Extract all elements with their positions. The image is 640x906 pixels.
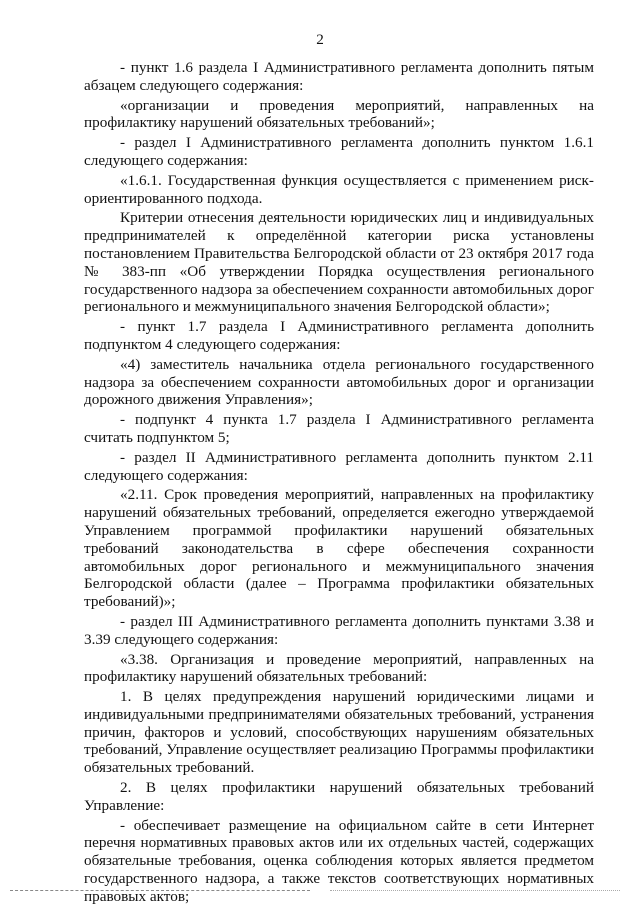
paragraph: - раздел III Административного регламента дополнить пунктами 3.38 и 3.39 следующего содержания: (84, 612, 594, 648)
paragraph: - обеспечивает размещение на официальном сайте в сети Интернет перечня нормативных правовых актов или их отдельных частей, содержащих обязательные требования, оценка соблюдения которых является предметом государственного надзора, а также текстов соответствующих нормативных правовых актов; (84, 816, 594, 905)
paragraph: 2. В целях профилактики нарушений обязательных требований Управление: (84, 779, 594, 814)
paragraph: «организации и проведения мероприятий, направленных на профилактику нарушений обязательных требований»; (84, 96, 594, 132)
scan-edge-divider (0, 888, 640, 894)
paragraph: - раздел II Административного регламента дополнить пунктом 2.11 следующего содержания: (84, 448, 594, 484)
divider (330, 890, 620, 891)
paragraph: «3.38. Организация и проведение мероприятий, направленных на профилактику нарушений обязательных требований: (84, 650, 594, 686)
paragraph: - пункт 1.6 раздела I Административного регламента дополнить пятым абзацем следующего содержания: (84, 59, 594, 94)
paragraph: «1.6.1. Государственная функция осуществляется с применением риск-ориентированного подхода. (84, 171, 594, 207)
paragraph: - пункт 1.7 раздела I Административного регламента дополнить подпунктом 4 следующего содержания: (84, 318, 594, 353)
paragraph: «4) заместитель начальника отдела регионального государственного надзора за обеспечением сохранности автомобильных дорог и организации дорожного движения Управления»; (84, 355, 594, 409)
paragraph: 1. В целях предупреждения нарушений юридическими лицами и индивидуальными предпринимателями обязательных требований, устранения причин, факторов и условий, способствующих нарушениям обязательных требований, Управление осуществляет реализацию Программы профилактики обязательных требований. (84, 688, 594, 777)
paragraph: - раздел I Административного регламента дополнить пунктом 1.6.1 следующего содержания: (84, 134, 594, 169)
divider (10, 890, 310, 891)
page-number: 2 (316, 31, 324, 48)
document-body (84, 59, 594, 906)
paragraph: - подпункт 4 пункта 1.7 раздела I Административного регламента считать подпунктом 5; (84, 411, 594, 446)
paragraph: Критерии отнесения деятельности юридических лиц и индивидуальных предпринимателей к определённой категории риска установлены постановлением Правительства Белгородской области от 23 октября 2017 года № 383-пп «Об утверждении Порядка осуществления регионального государственного надзора за обеспечением сохранности автомобильных дорог регионального и межмуниципального значения Белгородской области»; (84, 209, 594, 316)
paragraph: «2.11. Срок проведения мероприятий, направленных на профилактику нарушений обязательных требований, определяется ежегодно утверждаемой Управлением программой профилактики нарушений обязательных требований законодательства в сфере обеспечения сохранности автомобильных дорог регионального и межмуниципального значения Белгородской области (далее – Программа профилактики обязательных требований)»; (84, 486, 594, 611)
